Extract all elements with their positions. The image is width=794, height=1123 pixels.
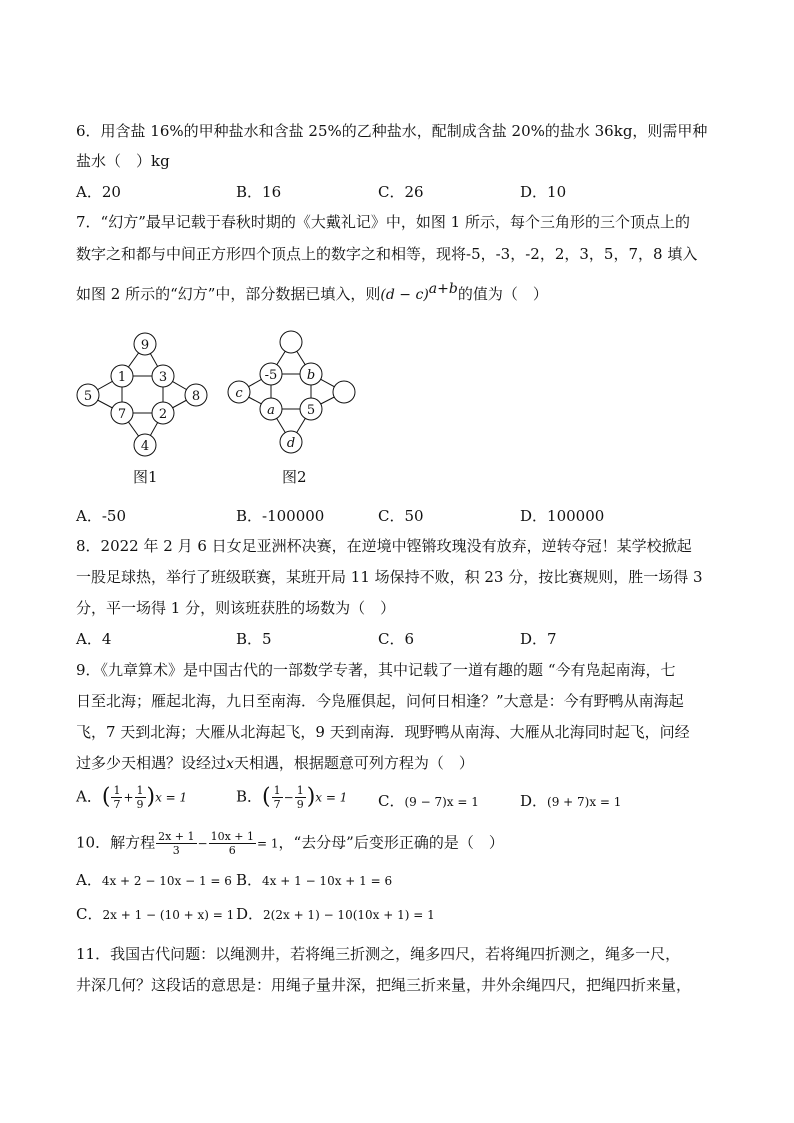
q9-option-b-label: B． <box>236 787 263 806</box>
q9-line2: 日至北海；雁起北海，九日至南海．今凫雁俱起，问何日相逢？”大意是：今有野鸭从南海起 <box>76 692 684 710</box>
q7-line2: 数字之和都与中间正方形四个顶点上的数字之和相等，现将-5，-3，-2，2，3，5，7，8 填入 <box>76 245 698 263</box>
fig2-node-br: 5 <box>306 403 316 418</box>
q11-line1: 11．我国古代问题：以绳测井，若将绳三折测之，绳多四尺，若将绳四折测之，绳多一尺， <box>76 945 681 963</box>
q6-option-b: B．16 <box>236 183 282 201</box>
q8-option-b: B．5 <box>236 630 272 648</box>
q10-pre: 10．解方程 <box>76 833 156 852</box>
fig1-node-bottom: 4 <box>140 439 150 454</box>
fig1-node-right: 8 <box>191 389 201 404</box>
q9-line1: 9．《九章算术》是中国古代的一部数学专著，其中记载了一道有趣的题 “今有凫起南海，七 <box>76 661 676 679</box>
figure1-label: 图1 <box>133 468 158 486</box>
q9-b-op: − <box>283 790 294 805</box>
q7-option-b: B．-100000 <box>236 507 325 525</box>
q9-b-rest: x = 1 <box>315 790 348 805</box>
q10-option-b <box>236 870 392 891</box>
q10-eq: = 1 <box>257 836 279 851</box>
q6-line2: 盐水（ ）kg <box>76 152 170 170</box>
q10-option-c-label: C． <box>76 905 103 923</box>
figure2-lines <box>239 342 344 442</box>
q10-stem <box>76 830 504 857</box>
q6-option-d: D．10 <box>520 183 567 201</box>
q9-option-c-label: C． <box>378 792 405 810</box>
q9-option-b: B．( $\frac{1}{7}$ − $\frac{1}{9}$ )x = 1 <box>236 784 348 811</box>
q8-line1: 8．2022 年 2 月 6 日女足亚洲杯决赛，在逆境中铿锵玫瑰没有放弃，逆转夺冠！某学校掀起 <box>76 537 692 555</box>
q11-line2: 井深几何？这段话的意思是：用绳子量井深，把绳三折来量，井外余绳四尺，把绳四折来量， <box>76 976 692 994</box>
figure2-nodes <box>228 331 355 453</box>
q10-option-b-label: B． <box>236 871 263 889</box>
q10-frac2: $\frac{10x + 1}{6}$ <box>210 830 254 857</box>
q10-post: ，“去分母”后变形正确的是（ ） <box>278 833 504 852</box>
q9-line3: 飞，7 天到北海；大雁从北海起飞，9 天到南海．现野鸭从南海、大雁从北海同时起飞，问经 <box>76 723 690 741</box>
q9-option-d-label: D． <box>520 792 548 810</box>
fig1-node-tr: 3 <box>158 370 168 385</box>
figure2-label: 图2 <box>282 468 307 486</box>
fig2-node-left: c <box>235 386 243 401</box>
q9-option-c <box>378 791 479 812</box>
q9-a-rest: x = 1 <box>155 790 188 805</box>
q10-op: − <box>197 836 208 851</box>
q10-c-expr: 2x + 1 − (10 + x) = 1 <box>102 908 235 922</box>
q7-line3-pre: 如图 2 所示的“幻方”中，部分数据已填入，则 <box>76 285 381 303</box>
q9-option-a: A．( $\frac{1}{7}$ + $\frac{1}{9}$ )x = 1 <box>76 784 188 811</box>
figure1-lines <box>88 344 196 445</box>
fig2-node-tl: -5 <box>264 368 278 383</box>
fig1-node-bl: 7 <box>117 407 127 422</box>
q10-b-expr: 4x + 1 − 10x + 1 = 6 <box>262 874 393 888</box>
q7-line3 <box>76 279 548 305</box>
fig1-node-top: 9 <box>140 338 150 353</box>
q8-option-d: D．7 <box>520 630 557 648</box>
q6-option-a: A．20 <box>76 183 121 201</box>
q9-a-op: + <box>123 790 134 805</box>
q9-c-expr: (9 − 7)x = 1 <box>404 795 479 809</box>
q10-option-a <box>76 870 232 891</box>
q10-d-expr: 2(2x + 1) − 10(10x + 1) = 1 <box>263 908 435 922</box>
q7-option-d: D．100000 <box>520 507 605 525</box>
magic-square-figures <box>70 322 370 462</box>
fig1-node-left: 5 <box>83 389 93 404</box>
q7-exponent: a+b <box>428 281 458 297</box>
q9-d-expr: (9 + 7)x = 1 <box>547 795 622 809</box>
q9-option-d <box>520 791 621 812</box>
q8-option-a: A．4 <box>76 630 112 648</box>
q9-a-frac1: $\frac{1}{7}$ <box>113 784 121 811</box>
q7-option-a: A．-50 <box>76 507 126 525</box>
q7-option-c: C．50 <box>378 507 424 525</box>
q9-line4-post: 天相遇，根据题意可列方程为（ ） <box>233 754 474 772</box>
fig2-node-bottom: d <box>286 436 296 451</box>
q7-line3-post: 的值为（ ） <box>457 285 548 303</box>
q9-b-frac2: $\frac{1}{9}$ <box>296 784 304 811</box>
q10-a-expr: 4x + 2 − 10x − 1 = 6 <box>101 874 232 888</box>
q10-option-a-label: A． <box>76 871 102 889</box>
q6-line1: 6．用含盐 16%的甲种盐水和含盐 25%的乙种盐水，配制成含盐 20%的盐水 36kg，则需甲种 <box>76 122 708 140</box>
fig2-node-bl: a <box>267 403 275 418</box>
q10-option-d <box>236 904 435 925</box>
q7-line1: 7．“幻方”最早记载于春秋时期的《大戴礼记》中，如图 1 所示，每个三角形的三个顶点上的 <box>76 213 690 231</box>
q10-frac1: $\frac{2x + 1}{3}$ <box>158 830 195 857</box>
fig1-node-br: 2 <box>158 407 168 422</box>
q6-option-c: C．26 <box>378 183 424 201</box>
fig1-node-tl: 1 <box>117 370 127 385</box>
q9-variable: x <box>226 756 234 772</box>
q9-line4 <box>76 753 474 774</box>
q7-expression: (d − c) <box>380 287 429 303</box>
q9-a-frac2: $\frac{1}{9}$ <box>136 784 144 811</box>
q8-line3: 分，平一场得 1 分，则该班获胜的场数为（ ） <box>76 599 396 617</box>
q10-option-d-label: D． <box>236 905 264 923</box>
q9-line4-pre: 过多少天相遇？设经过 <box>76 754 227 772</box>
q8-line2: 一股足球热，举行了班级联赛，某班开局 11 场保持不败，积 23 分，按比赛规则，胜一场得 3 <box>76 568 703 586</box>
fig2-node-tr: b <box>306 368 316 383</box>
q9-b-frac1: $\frac{1}{7}$ <box>273 784 281 811</box>
q8-option-c: C．6 <box>378 630 415 648</box>
q10-option-c <box>76 904 234 925</box>
q9-option-a-label: A． <box>76 787 102 806</box>
